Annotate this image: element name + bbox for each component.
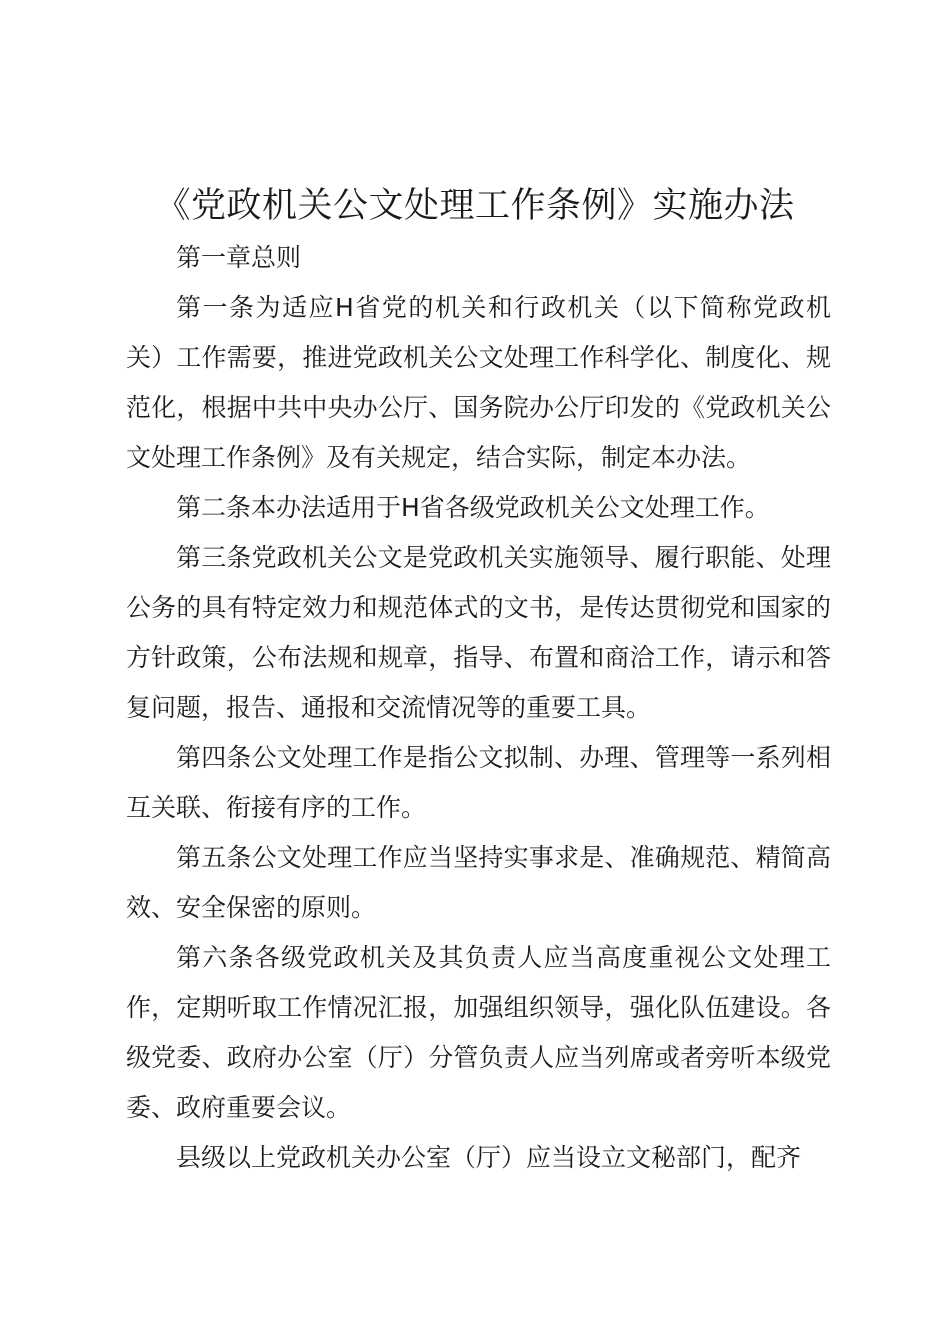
document-body: [126, 233, 831, 1183]
article-4: 第四条公文处理工作是指公文拟制、办理、管理等一系列相互关联、衔接有序的工作。: [126, 743, 831, 822]
chapter-heading: 第一章总则: [176, 243, 302, 272]
article-1: 第一条为适应H省党的机关和行政机关（以下简称党政机关）工作需要，推进党政机关公文处理工作科学化、制度化、规范化，根据中共中央办公厅、国务院办公厅印发的《党政机关公文处理工作条例》及有关规定，结合实际，制定本办法。: [126, 293, 831, 472]
article-6: 第六条各级党政机关及其负责人应当高度重视公文处理工作，定期听取工作情况汇报，加强组织领导，强化队伍建设。各级党委、政府办公室（厅）分管负责人应当列席或者旁听本级党委、政府重要会议。: [126, 943, 831, 1122]
document-title: 《党政机关公文处理工作条例》实施办法: [155, 186, 795, 226]
article-6-continuation: 县级以上党政机关办公室（厅）应当设立文秘部门，配齐: [176, 1143, 802, 1172]
article-3: 第三条党政机关公文是党政机关实施领导、履行职能、处理公务的具有特定效力和规范体式的文书，是传达贯彻党和国家的方针政策，公布法规和规章，指导、布置和商洽工作，请示和答复问题，报告、通报和交流情况等的重要工具。: [126, 543, 831, 722]
article-2: 第二条本办法适用于H省各级党政机关公文处理工作。: [176, 493, 770, 522]
article-5: 第五条公文处理工作应当坚持实事求是、准确规范、精简高效、安全保密的原则。: [126, 843, 831, 922]
